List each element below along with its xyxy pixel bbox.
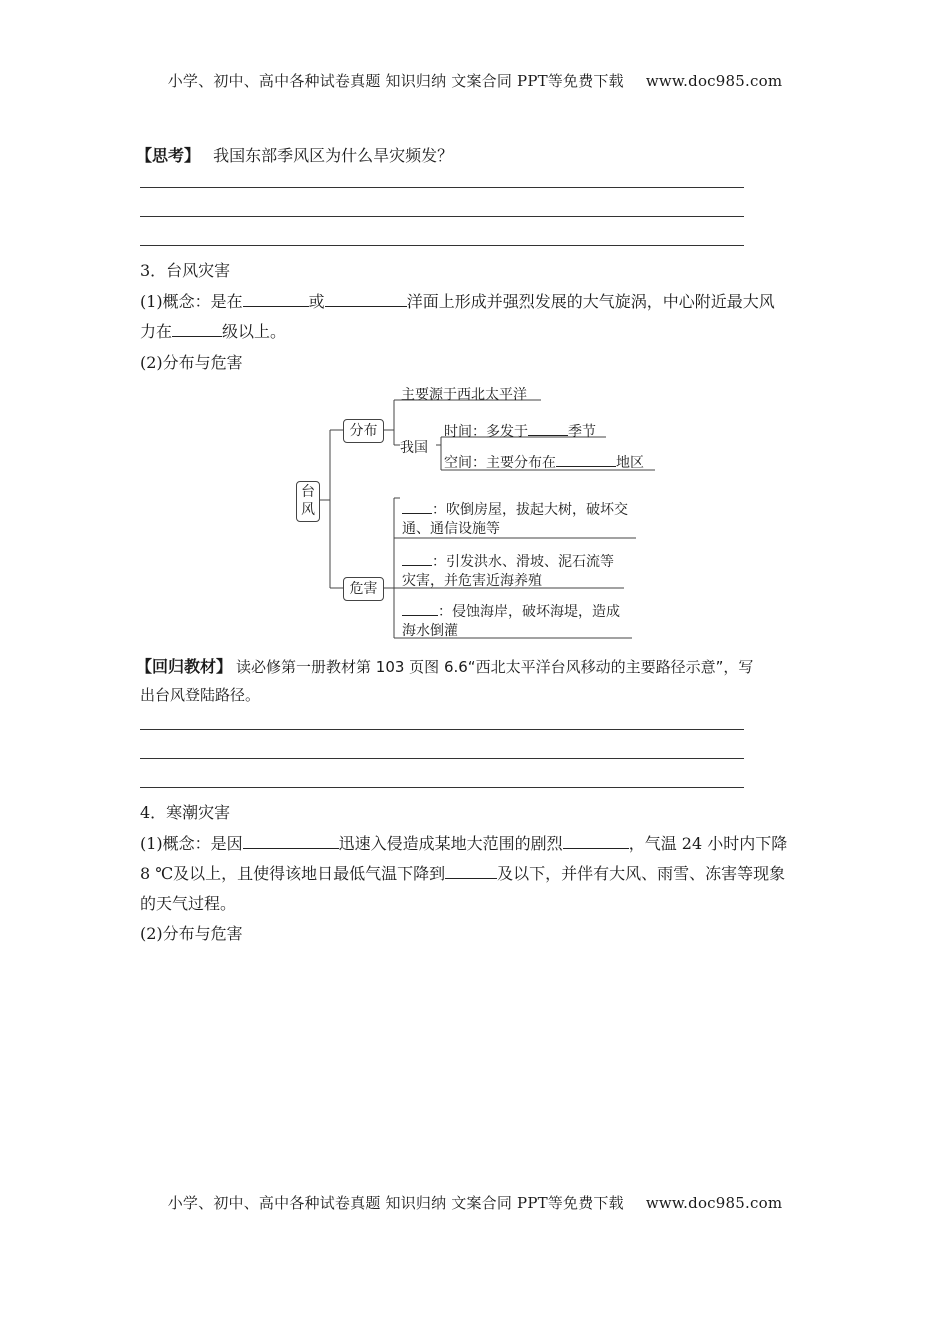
coldwave-concept-line-3: 的天气过程。 xyxy=(140,894,237,913)
root-connector xyxy=(318,430,343,588)
page-footer xyxy=(0,1192,950,1213)
coldwave-concept-line-1 xyxy=(140,831,787,854)
diagram-harm-2-line-1 xyxy=(402,551,614,571)
space-prefix: 空间：主要分布在 xyxy=(444,455,556,471)
think-question-text: 我国东部季风区为什么旱灾频发？ xyxy=(213,146,454,165)
section-3-sub2: (2)分布与危害 xyxy=(140,353,243,372)
l2-b: 及以下，并伴有大风、雨雪、冻害等现象 xyxy=(497,864,786,883)
diagram-branch-distribution: 分布 xyxy=(343,419,384,443)
footer-text: 小学、初中、高中各种试卷真题 知识归纳 文案合同 PPT等免费下载 xyxy=(167,1194,624,1212)
diagram-harm-3-line-1 xyxy=(402,601,620,621)
time-prefix: 时间：多发于 xyxy=(444,424,528,440)
blank-cold-air[interactable] xyxy=(243,834,339,849)
concept-line2-a: 力在 xyxy=(140,322,173,341)
blank-temperature[interactable] xyxy=(445,864,497,879)
blank-harm-1[interactable] xyxy=(402,501,432,514)
root-label: 台风 xyxy=(301,484,315,518)
section-4-title: 4．寒潮灾害 xyxy=(140,803,231,822)
concept-or: 或 xyxy=(308,292,325,311)
diagram-source: 主要源于西北太平洋 xyxy=(401,387,527,403)
blank-season[interactable] xyxy=(528,423,568,436)
answer-line-6[interactable] xyxy=(140,787,744,788)
diagram-harm-3-line-2: 海水倒灌 xyxy=(402,623,458,639)
section-4-sub2: (2)分布与危害 xyxy=(140,924,243,943)
l2-a: 8 ℃及以上，且使得该地日最低气温下降到 xyxy=(140,864,446,883)
concept-prefix: (1)概念：是在 xyxy=(140,292,243,311)
answer-line-4[interactable] xyxy=(140,729,744,730)
textbook-text-1: 读必修第一册教材第 103 页图 6.6“西北太平洋台风移动的主要路径示意”，写 xyxy=(236,658,754,676)
space-suffix: 地区 xyxy=(616,455,644,471)
diagram-harm-1-line-1 xyxy=(402,499,628,519)
answer-line-5[interactable] xyxy=(140,758,744,759)
header-url[interactable]: www.doc985.com xyxy=(645,72,783,90)
blank-harm-3[interactable] xyxy=(402,603,438,616)
harm-2-text-1: ：引发洪水、滑坡、泥石流等 xyxy=(432,554,614,570)
coldwave-concept-line-2 xyxy=(140,861,785,884)
textbook-line-1 xyxy=(136,654,753,677)
textbook-label: 【回归教材】 xyxy=(136,657,233,676)
section-3-title: 3．台风灾害 xyxy=(140,261,231,280)
l1-c: ，气温 24 小时内下降 xyxy=(628,834,788,853)
diagram-time xyxy=(444,421,596,441)
diagram-harm-1-line-2: 通、通信设施等 xyxy=(402,521,500,537)
concept-mid: 洋面上形成并强烈发展的大气旋涡，中心附近最大风 xyxy=(406,292,775,311)
l1-b: 迅速入侵造成某地大范围的剧烈 xyxy=(338,834,563,853)
diagram-root-typhoon xyxy=(296,481,320,522)
harm-1-text-1: ：吹倒房屋，拔起大树，破坏交 xyxy=(432,502,628,518)
think-label: 【思考】 xyxy=(136,146,201,165)
blank-harm-2[interactable] xyxy=(402,553,432,566)
diagram-china: 我国 xyxy=(400,440,428,456)
footer-url[interactable]: www.doc985.com xyxy=(645,1194,783,1212)
diagram-branch-harm: 危害 xyxy=(343,577,384,601)
time-suffix: 季节 xyxy=(568,424,596,440)
harm-3-text-1: ：侵蚀海岸，破坏海堤，造成 xyxy=(438,604,620,620)
concept-line2-b: 级以上。 xyxy=(222,322,287,341)
blank-region[interactable] xyxy=(556,454,616,467)
l1-a: (1)概念：是因 xyxy=(140,834,243,853)
diagram-space xyxy=(444,452,644,472)
diagram-harm-2-line-2: 灾害，并危害近海养殖 xyxy=(402,573,542,589)
textbook-line-2: 出台风登陆路径。 xyxy=(140,686,261,704)
blank-cooling[interactable] xyxy=(563,834,629,849)
header-text: 小学、初中、高中各种试卷真题 知识归纳 文案合同 PPT等免费下载 xyxy=(167,72,624,90)
